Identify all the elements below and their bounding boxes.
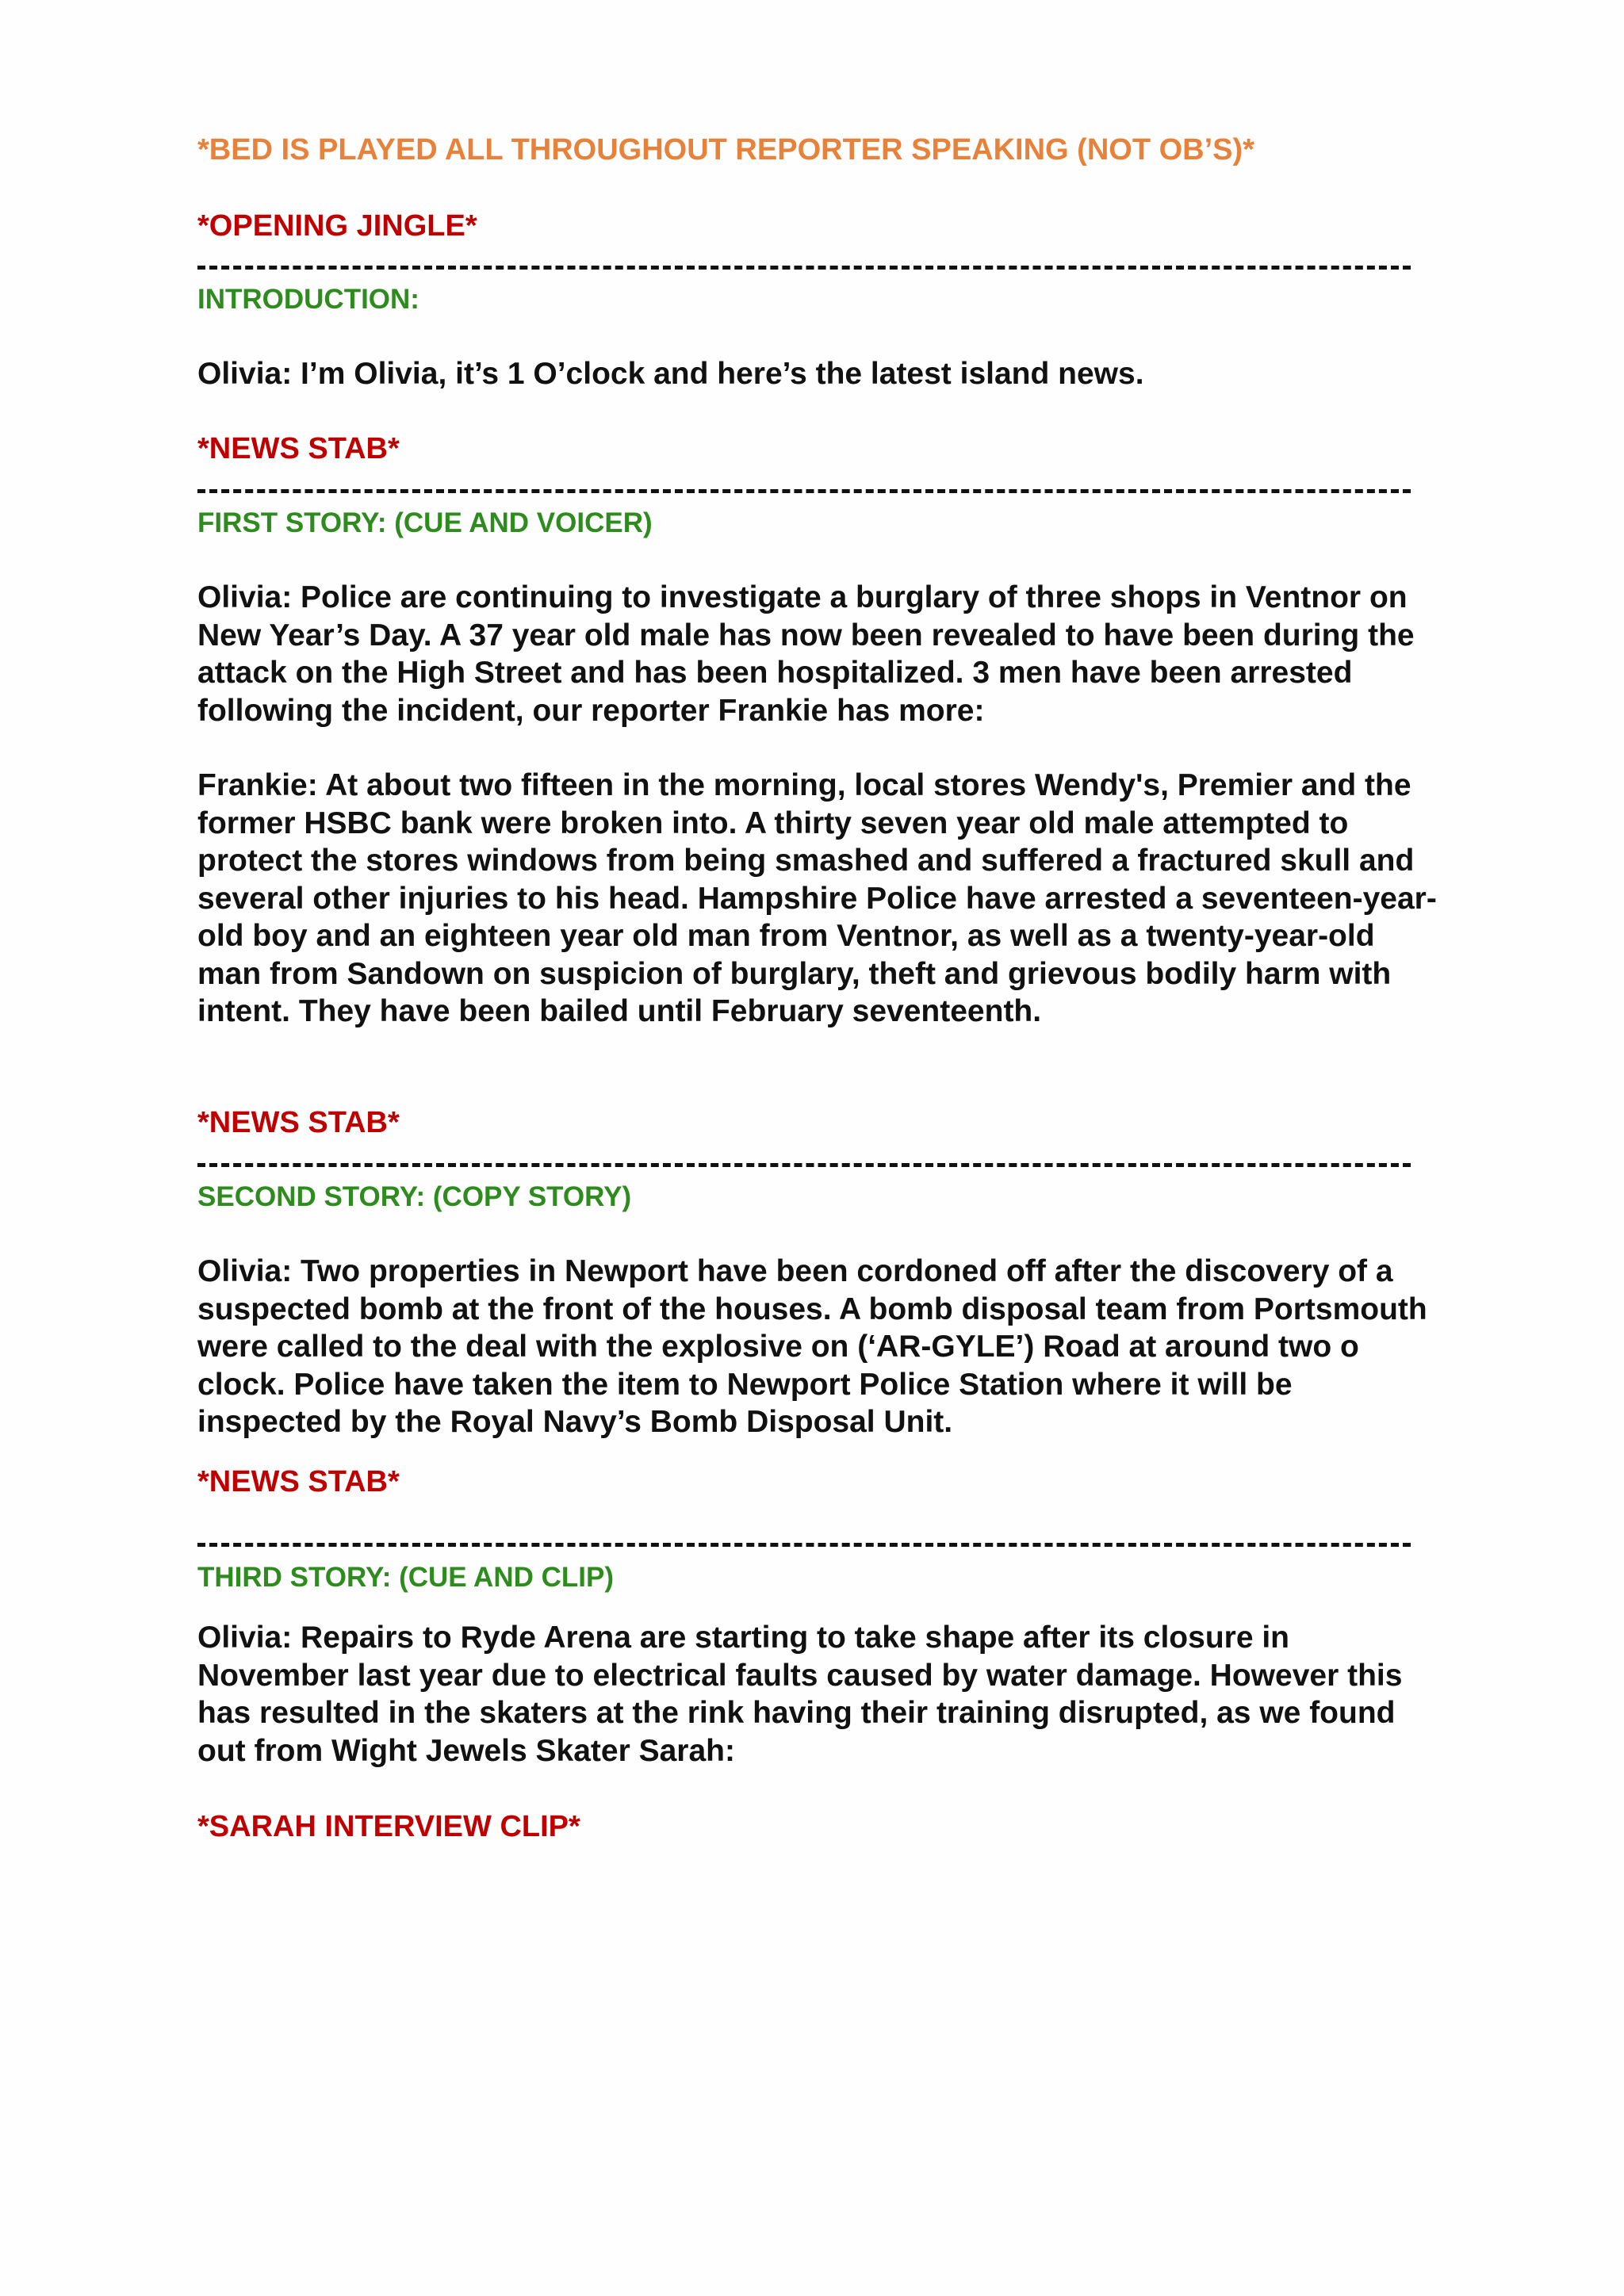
- divider: [197, 489, 1411, 498]
- divider: [197, 266, 1411, 274]
- interview-clip-cue: *SARAH INTERVIEW CLIP*: [197, 1810, 580, 1843]
- news-stab-cue: *NEWS STAB*: [197, 1465, 400, 1498]
- first-story-cue: Olivia: Police are continuing to investigate a burglary of three shops in Ventnor on New Year’s Day. A 37 year old male has now been revealed to have been during the attack on the High Street and has been hospitalized. 3 men have been arrested following the incident, our reporter Frankie has more:: [197, 580, 1415, 728]
- first-story-voicer: Frankie: At about two fifteen in the morning, local stores Wendy's, Premier and the former HSBC bank were broken into. A thirty seven year old male attempted to protect the stores windows from being smashed and suffered a fractured skull and several other injuries to his head. Hampshire Police have arrested a seventeen-year-old boy and an eighteen year old man from Ventnor, as well as a twenty-year-old man from Sandown on suspicion of burglary, theft and grievous bodily harm with intent. They have been bailed until February seventeenth.: [197, 768, 1437, 1028]
- third-story-text: Olivia: Repairs to Ryde Arena are starting to take shape after its closure in November last year due to electrical faults caused by water damage. However this has resulted in the skaters at the rink having their training disrupted, as we found out from Wight Jewels Skater Sarah:: [197, 1621, 1403, 1768]
- first-story-heading: FIRST STORY: (CUE AND VOICER): [197, 507, 653, 538]
- news-stab-cue: *NEWS STAB*: [197, 1106, 400, 1139]
- news-stab-cue: *NEWS STAB*: [197, 432, 400, 465]
- second-story-heading: SECOND STORY: (COPY STORY): [197, 1181, 632, 1212]
- third-story-heading: THIRD STORY: (CUE AND CLIP): [197, 1562, 614, 1593]
- introduction-text: Olivia: I’m Olivia, it’s 1 O’clock and here’s the latest island news.: [197, 357, 1144, 391]
- introduction-heading: INTRODUCTION:: [197, 284, 419, 315]
- bed-note: *BED IS PLAYED ALL THROUGHOUT REPORTER SPEAKING (NOT OB’S)*: [197, 133, 1254, 166]
- opening-jingle-cue: *OPENING JINGLE*: [197, 209, 477, 243]
- divider: [197, 1163, 1411, 1172]
- second-story-text: Olivia: Two properties in Newport have been cordoned off after the discovery of a suspected bomb at the front of the houses. A bomb disposal team from Portsmouth were called to the deal with the explosive on (‘AR-GYLE’) Road at around two o clock. Police have taken the item to Newport Police Station where it will be inspected by the Royal Navy’s Bomb Disposal Unit.: [197, 1254, 1427, 1439]
- divider: [197, 1543, 1411, 1552]
